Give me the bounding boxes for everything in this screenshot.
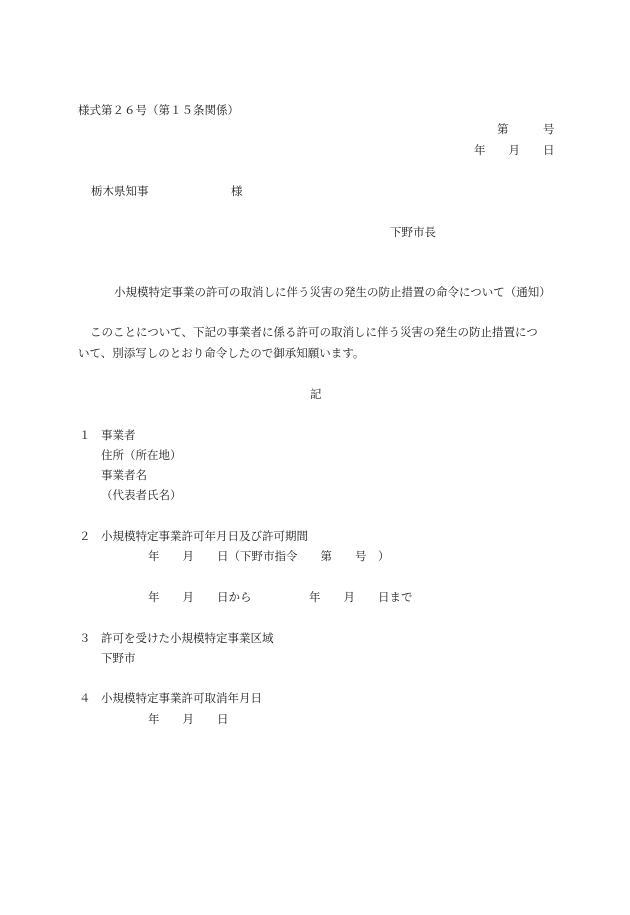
sender-name: 下野市長 — [390, 225, 436, 239]
item-1-number: １ — [79, 428, 91, 442]
item-2-number: ２ — [79, 529, 91, 543]
form-number: 様式第２６号（第１５条関係） — [78, 103, 239, 117]
item-3-number: ３ — [79, 631, 91, 645]
item-3-label: 許可を受けた小規模特定事業区域 — [101, 631, 274, 645]
body-line-2: いて、別添写しのとおり命令したので御承知願います。 — [78, 346, 365, 360]
notice-title: 小規模特定事業の許可の取消しに伴う災害の発生の防止措置の命令について（通知） — [114, 285, 551, 299]
item-4-label: 小規模特定事業許可取消年月日 — [101, 691, 262, 705]
item-4-number: ４ — [79, 691, 91, 705]
item-1-business-name: 事業者名 — [101, 468, 147, 482]
body-line-1: このことについて、下記の事業者に係る許可の取消しに伴う災害の発生の防止措置につ — [90, 325, 538, 339]
document-number: 第 号 — [497, 122, 555, 136]
document-date: 年 月 日 — [474, 143, 555, 157]
item-2-label: 小規模特定事業許可年月日及び許可期間 — [101, 529, 308, 543]
item-1-label: 事業者 — [101, 428, 136, 442]
item-2-permit-date: 年 月 日（下野市指令 第 号 ） — [148, 549, 390, 563]
item-4-date: 年 月 日 — [148, 712, 229, 726]
addressee-honorific: 様 — [231, 184, 243, 198]
item-2-permit-period: 年 月 日から 年 月 日まで — [148, 590, 413, 604]
ki-heading: 記 — [310, 387, 322, 401]
item-1-representative: （代表者氏名） — [101, 488, 182, 502]
item-3-area: 下野市 — [101, 651, 136, 665]
addressee-name: 栃木県知事 — [91, 184, 149, 198]
item-1-address: 住所（所在地） — [101, 448, 182, 462]
